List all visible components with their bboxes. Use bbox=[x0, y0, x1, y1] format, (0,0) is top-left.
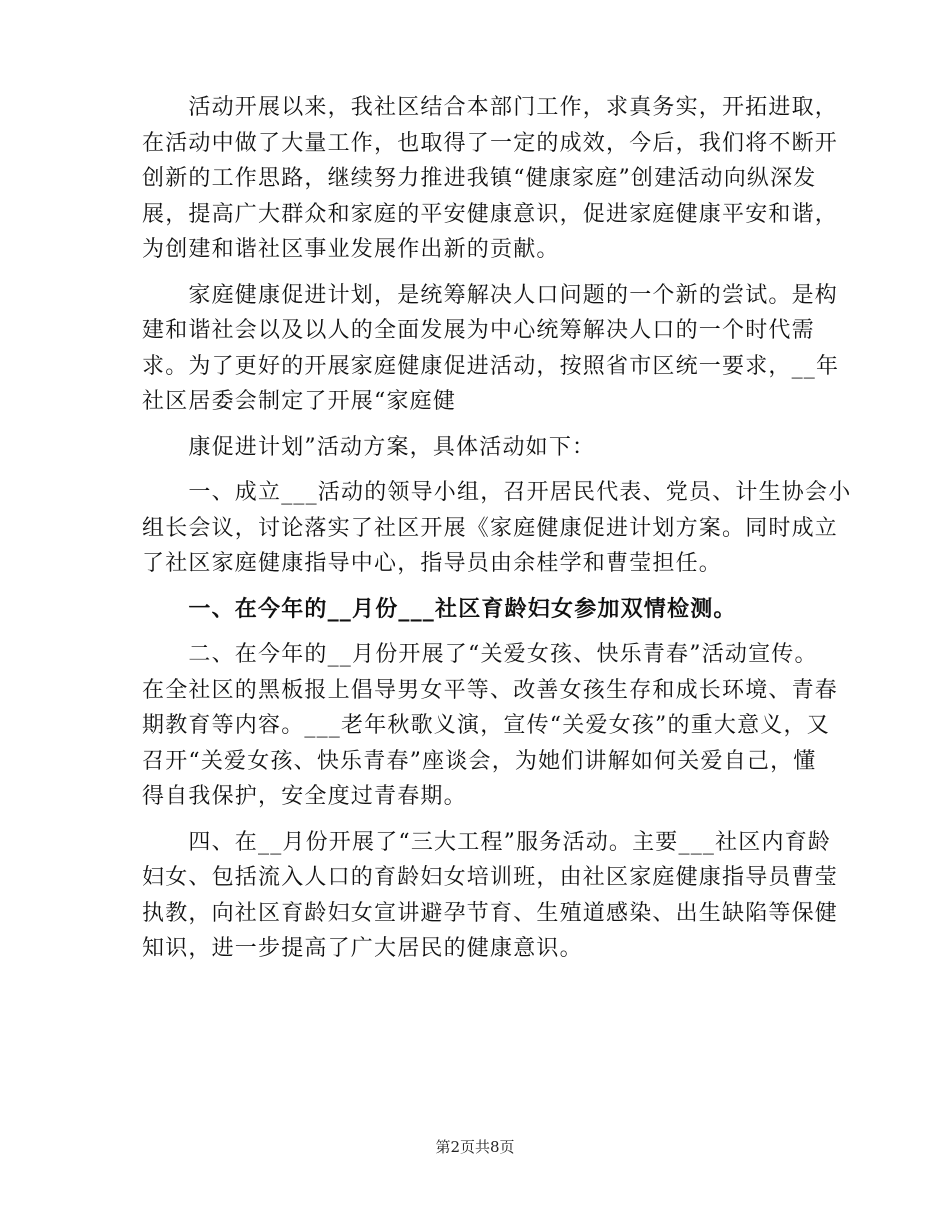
text-line: 组长会议，讨论落实了社区开展《家庭健康促进计划方案。同时成立 bbox=[142, 515, 839, 541]
text-line: 执教，向社区育龄妇女宣讲避孕节育、生殖道感染、出生缺陷等保健 bbox=[142, 900, 839, 926]
text-line: 知识，进一步提高了广大居民的健康意识。 bbox=[142, 936, 583, 961]
text-line: 妇女、包括流入人口的育龄妇女培训班，由社区家庭健康指导员曹莹 bbox=[142, 865, 839, 890]
paragraph-bold-heading bbox=[142, 592, 810, 628]
text-line: 四、在__月份开展了“三大工程”服务活动。主要___社区内育龄 bbox=[142, 829, 832, 855]
paragraph-activity-summary bbox=[142, 90, 839, 268]
text-line: 一、成立___活动的领导小组，召开居民代表、党员、计生协会小 bbox=[142, 480, 852, 505]
text-line: 期教育等内容。___老年秋歌义演，宣传“关爱女孩”的重大意义，又 bbox=[142, 713, 830, 738]
text-line: 建和谐社会以及以人的全面发展为中心统筹解决人口的一个时代需 bbox=[142, 318, 815, 343]
page-number-footer: 第2页共8页 bbox=[435, 1138, 515, 1156]
text-line: 召开“关爱女孩、快乐青春”座谈会，为她们讲解如何关爱自己，懂 bbox=[142, 748, 817, 774]
paragraph-three-projects bbox=[142, 825, 839, 967]
text-line: 了社区家庭健康指导中心，指导员由余桂学和曹莹担任。 bbox=[142, 551, 723, 576]
text-line: 得自我保护，安全度过青春期。 bbox=[142, 784, 467, 809]
text-line: 社区居委会制定了开展“家庭健 bbox=[142, 389, 457, 414]
paragraph-leadership-group bbox=[142, 475, 852, 582]
text-line: 求。为了更好的开展家庭健康促进活动，按照省市区统一要求，__年 bbox=[142, 353, 840, 379]
text-line: 为创建和谐社区事业发展作出新的贡献。 bbox=[142, 237, 560, 262]
document-body bbox=[142, 90, 852, 967]
text-line: 康促进计划”活动方案，具体活动如下： bbox=[142, 434, 596, 460]
text-line: 活动开展以来，我社区结合本部门工作，求真务实，开拓进取， bbox=[142, 95, 839, 120]
text-line: 展，提高广大群众和家庭的平安健康意识，促进家庭健康平安和谐， bbox=[142, 201, 839, 227]
paragraph-plan-continued bbox=[142, 430, 810, 466]
text-line: 一、在今年的__月份___社区育龄妇女参加双情检测。 bbox=[142, 595, 737, 622]
text-line: 二、在今年的__月份开展了“关爱女孩、快乐青春”活动宣传。 bbox=[142, 642, 818, 667]
text-line: 家庭健康促进计划，是统筹解决人口问题的一个新的尝试。是构 bbox=[142, 282, 839, 308]
paragraph-plan-intro bbox=[142, 278, 840, 420]
text-line: 在活动中做了大量工作，也取得了一定的成效，今后，我们将不断开 bbox=[142, 130, 839, 156]
text-line: 在全社区的黑板报上倡导男女平等、改善女孩生存和成长环境、青春 bbox=[142, 677, 839, 703]
text-line: 创新的工作思路，继续努力推进我镇“健康家庭”创建活动向纵深发 bbox=[142, 166, 817, 191]
paragraph-care-girls bbox=[142, 637, 839, 815]
